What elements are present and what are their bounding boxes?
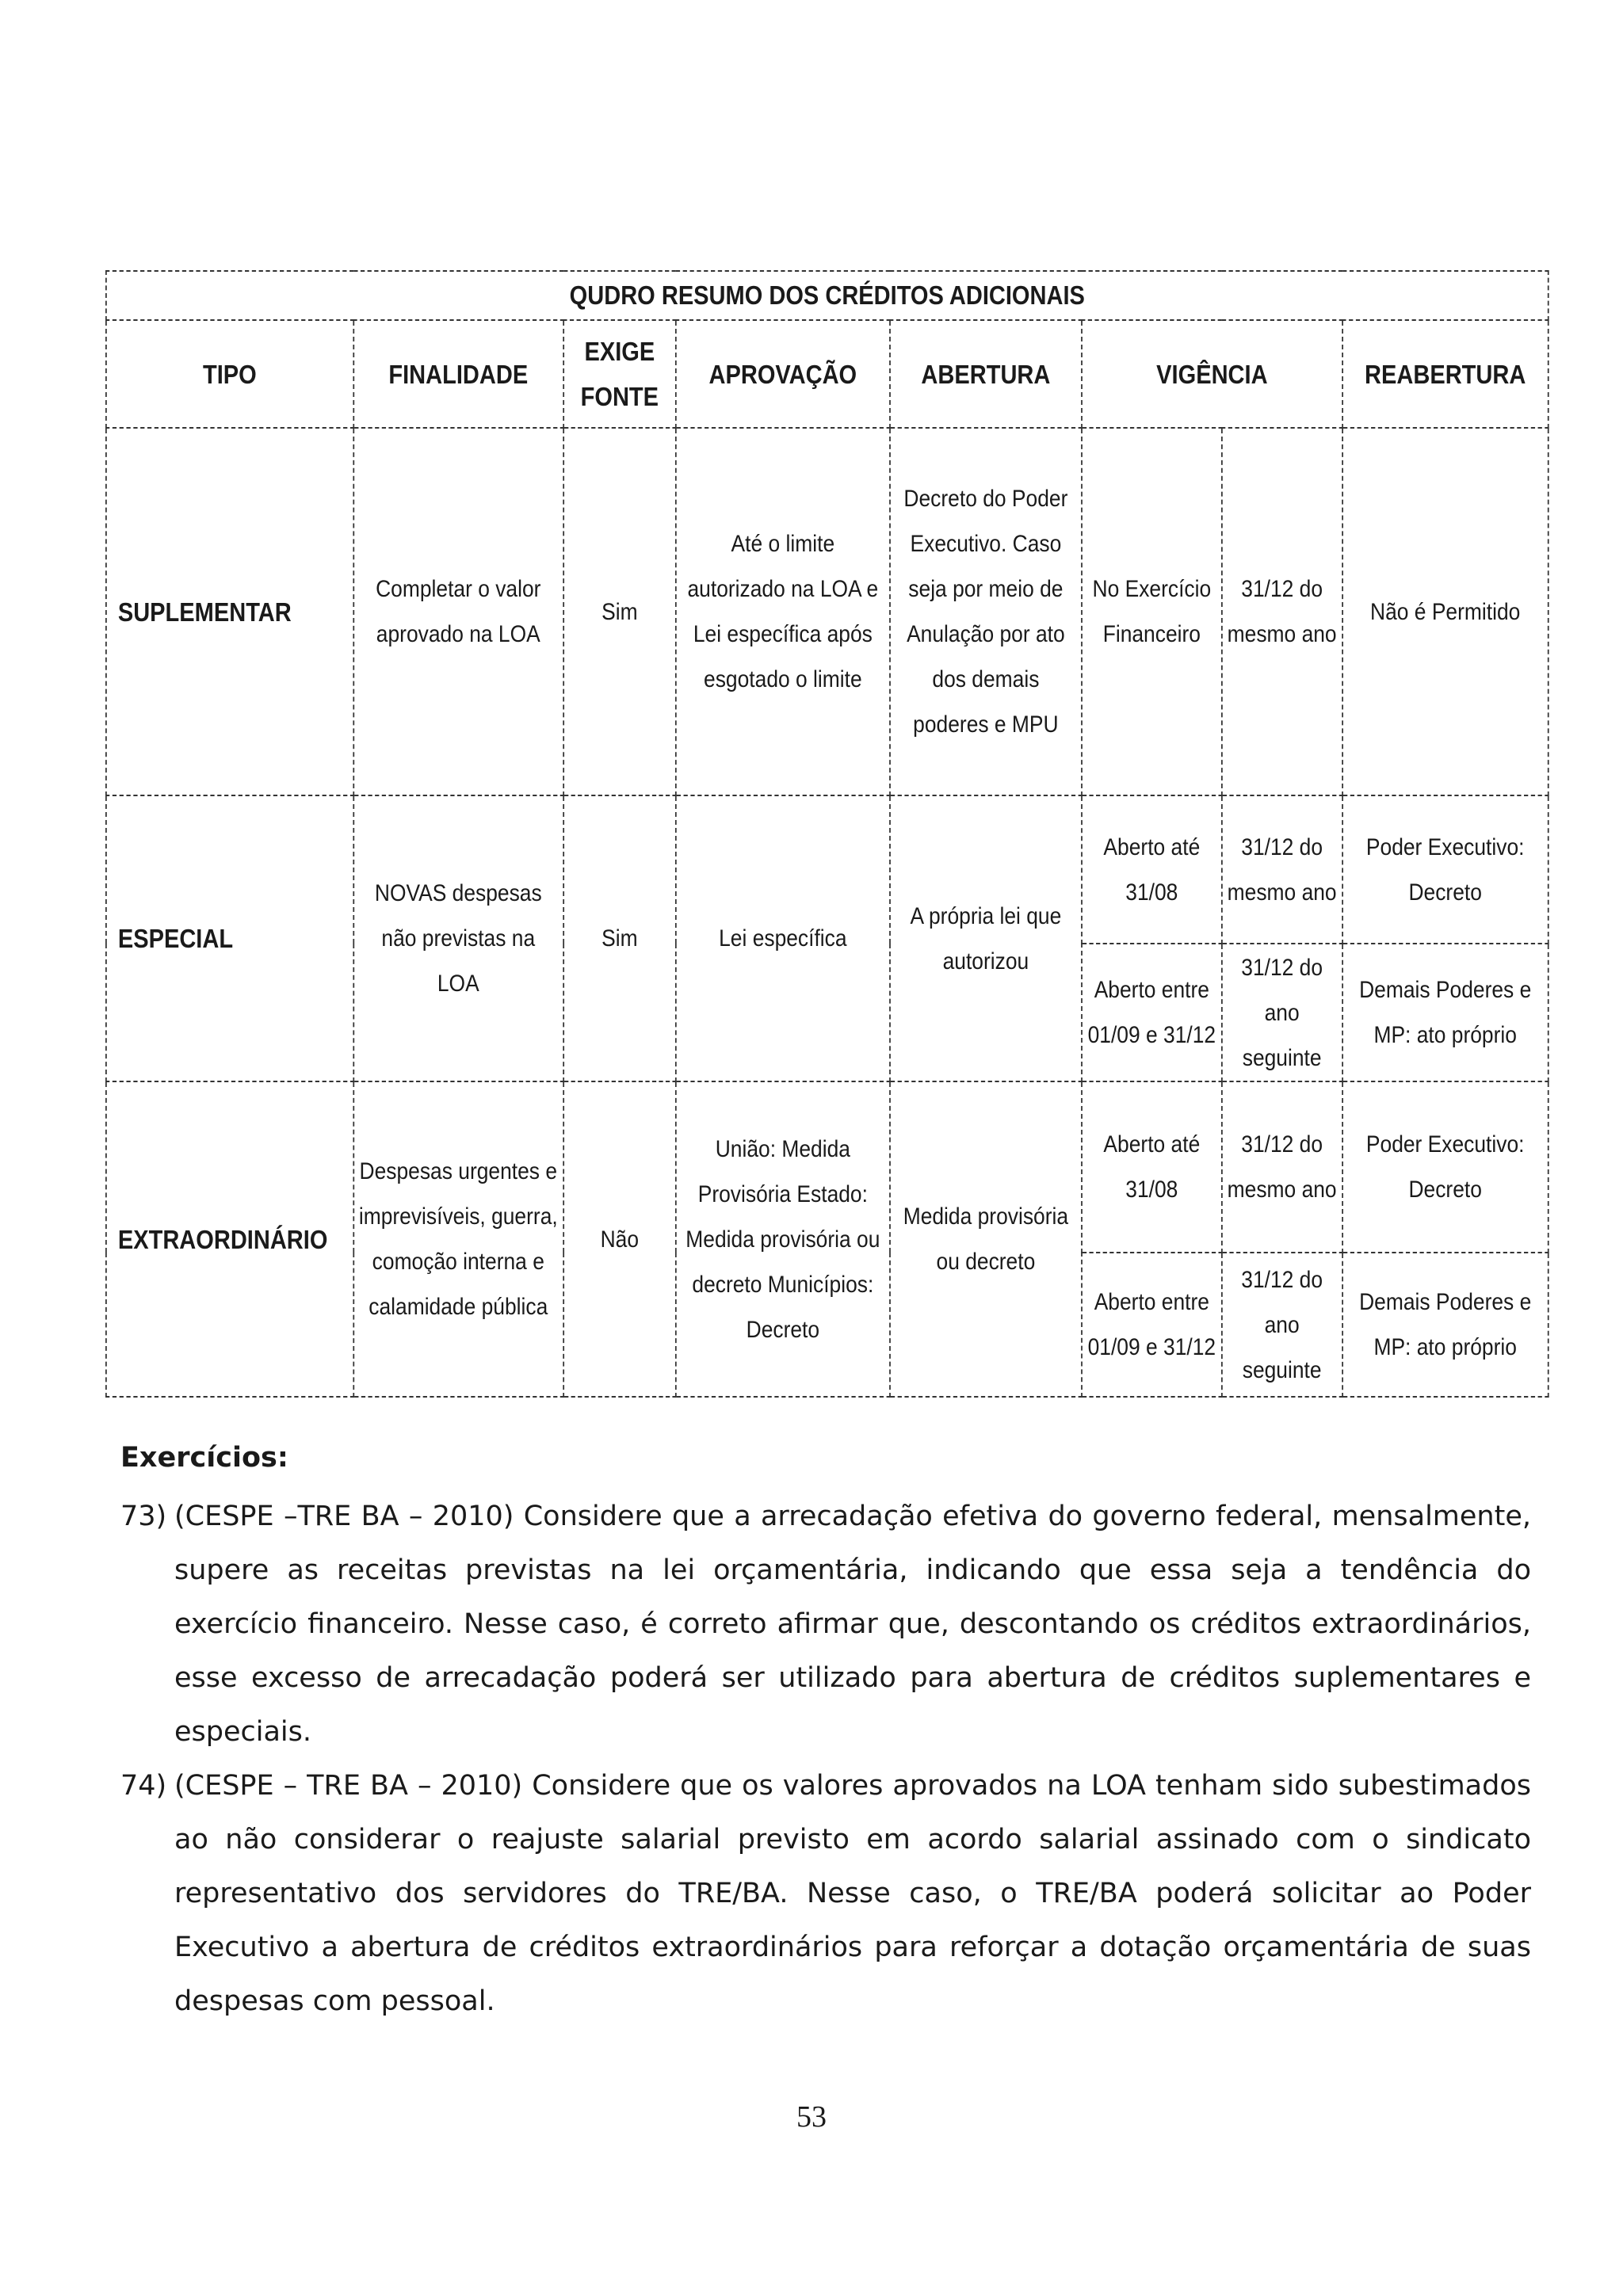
question-number: 74) <box>120 1770 167 1802</box>
question-item <box>120 1759 1531 2028</box>
vigencia-cell: Aberto entre 01/09 e 31/12 <box>1082 1253 1222 1397</box>
finalidade-cell: NOVAS despesas não previstas na LOA <box>353 795 563 1081</box>
finalidade-cell: Despesas urgentes e imprevisíveis, guerra, comoção interna e calamidade pública <box>353 1081 563 1397</box>
reabertura-cell: Demais Poderes e MP: ato próprio <box>1342 1253 1549 1397</box>
header-aprovacao: APROVAÇÃO <box>676 320 890 428</box>
header-exige-fonte: EXIGE FONTE <box>563 320 676 428</box>
table-row-suplementar <box>106 428 1549 795</box>
question-number: 73) <box>120 1501 167 1532</box>
vigencia-cell: Aberto até 31/08 <box>1082 795 1222 944</box>
aprovacao-cell: União: Medida Provisória Estado: Medida provisória ou decreto Municípios: Decreto <box>676 1081 890 1397</box>
exercicios-heading: Exercícios: <box>120 1442 288 1474</box>
reabertura-cell: Demais Poderes e MP: ato próprio <box>1342 944 1549 1081</box>
tipo-suplementar: SUPLEMENTAR <box>106 428 353 795</box>
tipo-especial: ESPECIAL <box>106 795 353 1081</box>
reabertura-cell: Poder Executivo: Decreto <box>1342 1081 1549 1253</box>
vigencia-cell: 31/12 do mesmo ano <box>1222 795 1342 944</box>
tipo-extraordinario: EXTRAORDINÁRIO <box>106 1081 353 1397</box>
vigencia-cell: Aberto até 31/08 <box>1082 1081 1222 1253</box>
exige-fonte-cell: Sim <box>563 428 676 795</box>
table-row-especial <box>106 795 1549 944</box>
question-item <box>120 1489 1531 1759</box>
finalidade-cell: Completar o valor aprovado na LOA <box>353 428 563 795</box>
reabertura-cell: Poder Executivo: Decreto <box>1342 795 1549 944</box>
page-number: 53 <box>796 2100 827 2134</box>
summary-table <box>105 270 1549 1398</box>
abertura-cell: Medida provisória ou decreto <box>890 1081 1082 1397</box>
header-abertura: ABERTURA <box>890 320 1082 428</box>
vigencia-cell: 31/12 do mesmo ano <box>1222 428 1342 795</box>
header-finalidade: FINALIDADE <box>353 320 563 428</box>
table-row-extraordinario <box>106 1081 1549 1253</box>
question-text: (CESPE –TRE BA – 2010) Considere que a arrecadação efetiva do governo federal, mensalmente, supere as receitas previstas na lei orçamentária, indicando que essa seja a tendência do exercício financeiro. Nesse caso, é correto afirmar que, descontando os créditos extraordinários, esse excesso de arrecadação poderá ser utilizado para abertura de créditos suplementares e especiais. <box>174 1501 1531 1748</box>
exige-fonte-cell: Não <box>563 1081 676 1397</box>
aprovacao-cell: Até o limite autorizado na LOA e Lei específica após esgotado o limite <box>676 428 890 795</box>
question-list <box>120 1489 1531 2028</box>
vigencia-cell: No Exercício Financeiro <box>1082 428 1222 795</box>
table-title: QUDRO RESUMO DOS CRÉDITOS ADICIONAIS <box>106 271 1549 320</box>
vigencia-cell: 31/12 do ano seguinte <box>1222 1253 1342 1397</box>
vigencia-cell: Aberto entre 01/09 e 31/12 <box>1082 944 1222 1081</box>
question-text: (CESPE – TRE BA – 2010) Considere que os valores aprovados na LOA tenham sido subestimados ao não considerar o reajuste salarial previsto em acordo salarial assinado com o sindicato representativo dos servidores do TRE/BA. Nesse caso, o TRE/BA poderá solicitar ao Poder Executivo a abertura de créditos extraordinários para reforçar a dotação orçamentária de suas despesas com pessoal. <box>174 1770 1531 2017</box>
abertura-cell: Decreto do Poder Executivo. Caso seja por meio de Anulação por ato dos demais poderes e MPU <box>890 428 1082 795</box>
header-reabertura: REABERTURA <box>1342 320 1549 428</box>
vigencia-cell: 31/12 do mesmo ano <box>1222 1081 1342 1253</box>
vigencia-cell: 31/12 do ano seguinte <box>1222 944 1342 1081</box>
aprovacao-cell: Lei específica <box>676 795 890 1081</box>
reabertura-cell: Não é Permitido <box>1342 428 1549 795</box>
abertura-cell: A própria lei que autorizou <box>890 795 1082 1081</box>
header-tipo: TIPO <box>106 320 353 428</box>
exige-fonte-cell: Sim <box>563 795 676 1081</box>
header-vigencia: VIGÊNCIA <box>1082 320 1342 428</box>
